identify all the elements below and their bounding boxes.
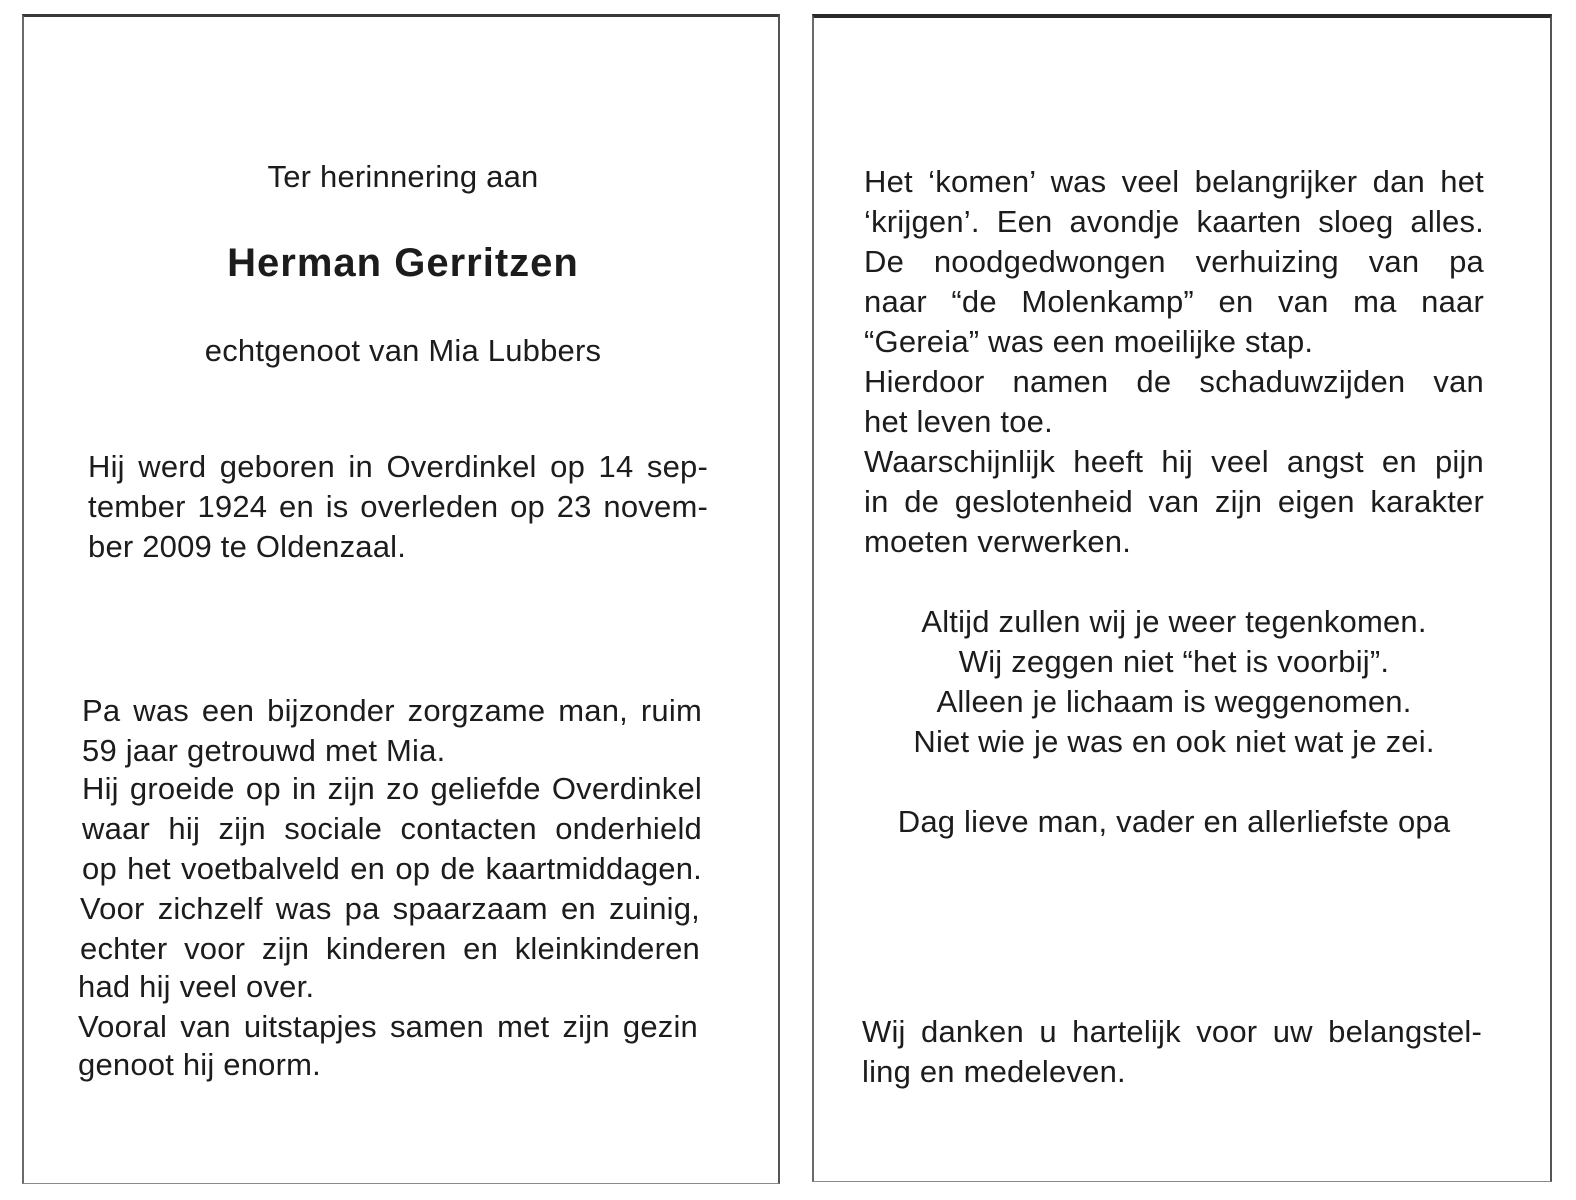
life-line-10: genoot hij enorm. [78, 1047, 321, 1082]
spouse-line: echtgenoot van Mia Lubbers [204, 333, 602, 368]
life-line-5: op het voetbalveld en op de kaartmiddagen. [82, 851, 702, 886]
story-line-4: naar “de Molenkamp” en van ma naar [864, 284, 1484, 319]
life-line-4: waar hij zijn sociale contacten onderhield [82, 811, 702, 846]
intro-text: Ter herinnering aan [267, 159, 539, 194]
poem-line-1: Altijd zullen wij je weer tegenkomen. [921, 604, 1427, 639]
story-line-1: Het ‘komen’ was veel belangrijker dan het [864, 164, 1484, 199]
story-line-5: “Gereia” was een moeilijke stap. [864, 324, 1314, 359]
birth-line-3: ber 2009 te Oldenzaal. [88, 529, 407, 564]
life-line-6: Voor zichzelf was pa spaarzaam en zuinig, [80, 891, 700, 926]
story-line-8: Waarschijnlijk heeft hij veel angst en pijn [864, 444, 1484, 479]
story-line-6: Hierdoor namen de schaduwzijden van [864, 364, 1484, 399]
birth-line-2: tember 1924 en is overleden op 23 novem- [88, 489, 708, 524]
life-line-7: echter voor zijn kinderen en kleinkinderen [80, 931, 700, 966]
thanks-line-1: Wij danken u hartelijk voor uw belangstel- [862, 1014, 1482, 1049]
poem-line-2: Wij zeggen niet “het is voorbij”. [958, 644, 1390, 679]
farewell-line: Dag lieve man, vader en allerliefste opa [897, 804, 1451, 839]
life-line-8: had hij veel over. [78, 969, 315, 1004]
story-line-7: het leven toe. [864, 404, 1053, 439]
life-line-3: Hij groeide op in zijn zo geliefde Overdinkel [82, 771, 702, 806]
birth-line-1: Hij werd geboren in Overdinkel op 14 sep- [88, 449, 708, 484]
life-line-1: Pa was een bijzonder zorgzame man, ruim [82, 693, 702, 728]
story-line-2: ‘krijgen’. Een avondje kaarten sloeg alles. [864, 204, 1484, 239]
story-line-3: De noodgedwongen verhuizing van pa [864, 244, 1484, 279]
thanks-line-2: ling en medeleven. [862, 1054, 1126, 1089]
story-line-10: moeten verwerken. [864, 524, 1132, 559]
life-line-2: 59 jaar getrouwd met Mia. [82, 733, 446, 768]
memorial-card-back [812, 14, 1552, 1182]
deceased-name: Herman Gerritzen [227, 241, 579, 285]
poem-line-3: Alleen je lichaam is weggenomen. [936, 684, 1412, 719]
life-line-9: Vooral van uitstapjes samen met zijn gezin [78, 1009, 698, 1044]
memorial-card-front [22, 14, 780, 1184]
poem-line-4: Niet wie je was en ook niet wat je zei. [913, 724, 1435, 759]
story-line-9: in de geslotenheid van zijn eigen karakter [864, 484, 1484, 519]
